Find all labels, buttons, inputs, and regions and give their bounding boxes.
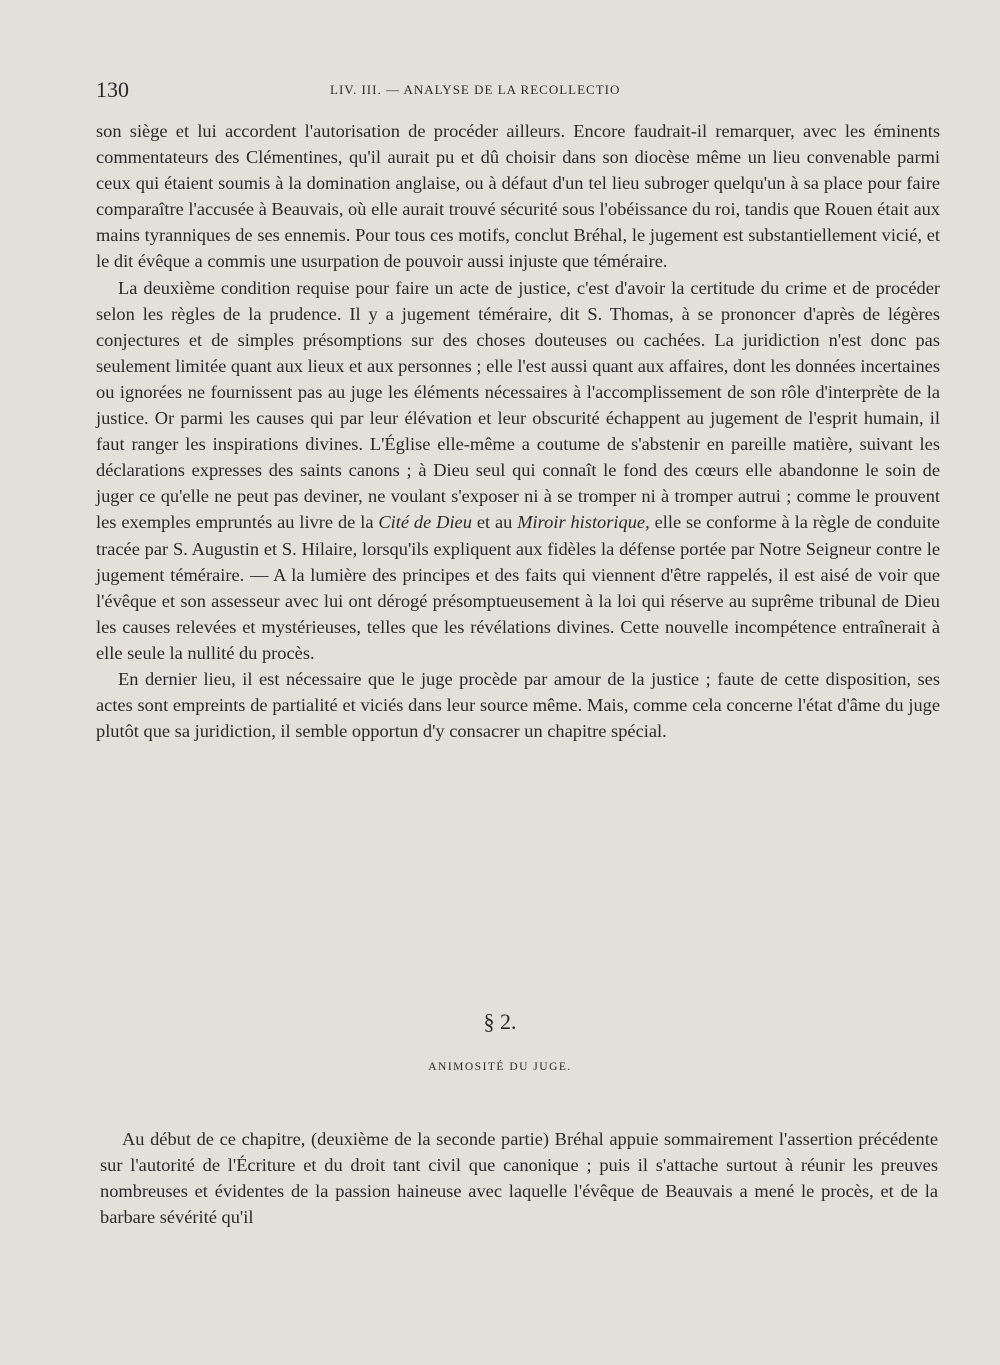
paragraph-text-part: elle se conforme à la règle de conduite tracée par S. Augustin et S. Hilaire, lorsqu'ils expliquent aux fidèles la défense portée par Notre Seigneur contre le jugement téméraire. — A la lumière des principes et des faits qui viennent d'être rappelés, il est aisé de voir que l'évêque et son assesseur avec lui ont dérogé présomptueusement à la loi qui réserve au suprême tribunal de Dieu les causes relevées et mystérieuses, telles que les révélations divines. Cette nouvelle incompétence entraînerait à elle seule la nullité du procès. <box>96 512 940 663</box>
main-text <box>96 118 940 744</box>
section-number: § 2. <box>483 1009 517 1034</box>
section-title: ANIMOSITÉ DU JUGE. <box>428 1061 572 1073</box>
paragraph-continuation: son siège et lui accordent l'autorisation de procéder ailleurs. Encore faudrait-il remarquer, avec les éminents commentateurs des Clémentines, qu'il aurait pu et dû choisir dans son diocèse même un lieu convenable parmi ceux qui étaient soumis à la domination anglaise, ou à défaut d'un tel lieu subroger quelqu'un à sa place pour faire comparaître l'accusée à Beauvais, où elle aurait trouvé sécurité sous l'obéissance du roi, tandis que Rouen était aux mains tyranniques de ses ennemis. Pour tous ces motifs, conclut Bréhal, le jugement est substantiellement vicié, et le dit évêque a commis une usurpation de pouvoir aussi injuste que téméraire. <box>96 121 940 272</box>
paragraph-last-condition: En dernier lieu, il est nécessaire que le juge procède par amour de la justice ; faute de cette disposition, ses actes sont empreints de partialité et viciés dans leur source même. Mais, comme cela concerne l'état d'âme du juge plutôt que sa juridiction, il semble opportun d'y consacrer un chapitre spécial. <box>96 668 940 742</box>
page-header <box>96 76 940 106</box>
paragraph-text-part: La deuxième condition requise pour faire un acte de justice, c'est d'avoir la certitude du crime et de procéder selon les règles de la prudence. Il y a jugement téméraire, dit S. Thomas, à se prononcer d'après de légères conjectures et de simples présomptions sur des choses douteuses ou cachées. La juridiction n'est donc pas seulement limitée quant aux lieux et aux personnes ; elle l'est aussi quant aux affaires, dont les données incertaines ou ignorées ne fournissent pas au juge les éléments nécessaires à l'accomplissement de son rôle d'interprète de la justice. Or parmi les causes qui par leur élévation et leur obscurité échappent au jugement de l'esprit humain, il faut ranger les inspirations divines. L'Église elle-même a coutume de s'abstenir en pareille matière, suivant les déclarations expresses des saints canons ; à Dieu seul qui connaît le fond des cœurs elle abandonne le soin de juger ce qu'elle ne peut pas deviner, ne voulant s'exposer ni à se tromper ni à tromper autrui ; comme le prouvent les exemples empruntés au livre de la <box>96 277 940 533</box>
italic-title-cite-de-dieu: Cité de Dieu <box>378 512 472 533</box>
paragraph-chapter-intro: Au début de ce chapitre, (deuxième de la seconde partie) Bréhal appuie sommairement l'assertion précédente sur l'autorité de l'Écriture et du droit tant civil que canonique ; puis il s'attache surtout à réunir les preuves nombreuses et évidentes de la passion haineuse avec laquelle l'évêque de Beauvais a mené le procès, et de la barbare sévérité qu'il <box>100 1129 938 1228</box>
running-head: LIV. III. — ANALYSE DE LA RECOLLECTIO <box>330 82 621 97</box>
page-number: 130 <box>96 77 129 102</box>
paragraph-text-part: et au <box>476 512 513 533</box>
section-text <box>100 1126 938 1230</box>
italic-title-miroir-historique: Miroir historique, <box>517 512 650 533</box>
paragraph-second-condition <box>96 275 940 666</box>
